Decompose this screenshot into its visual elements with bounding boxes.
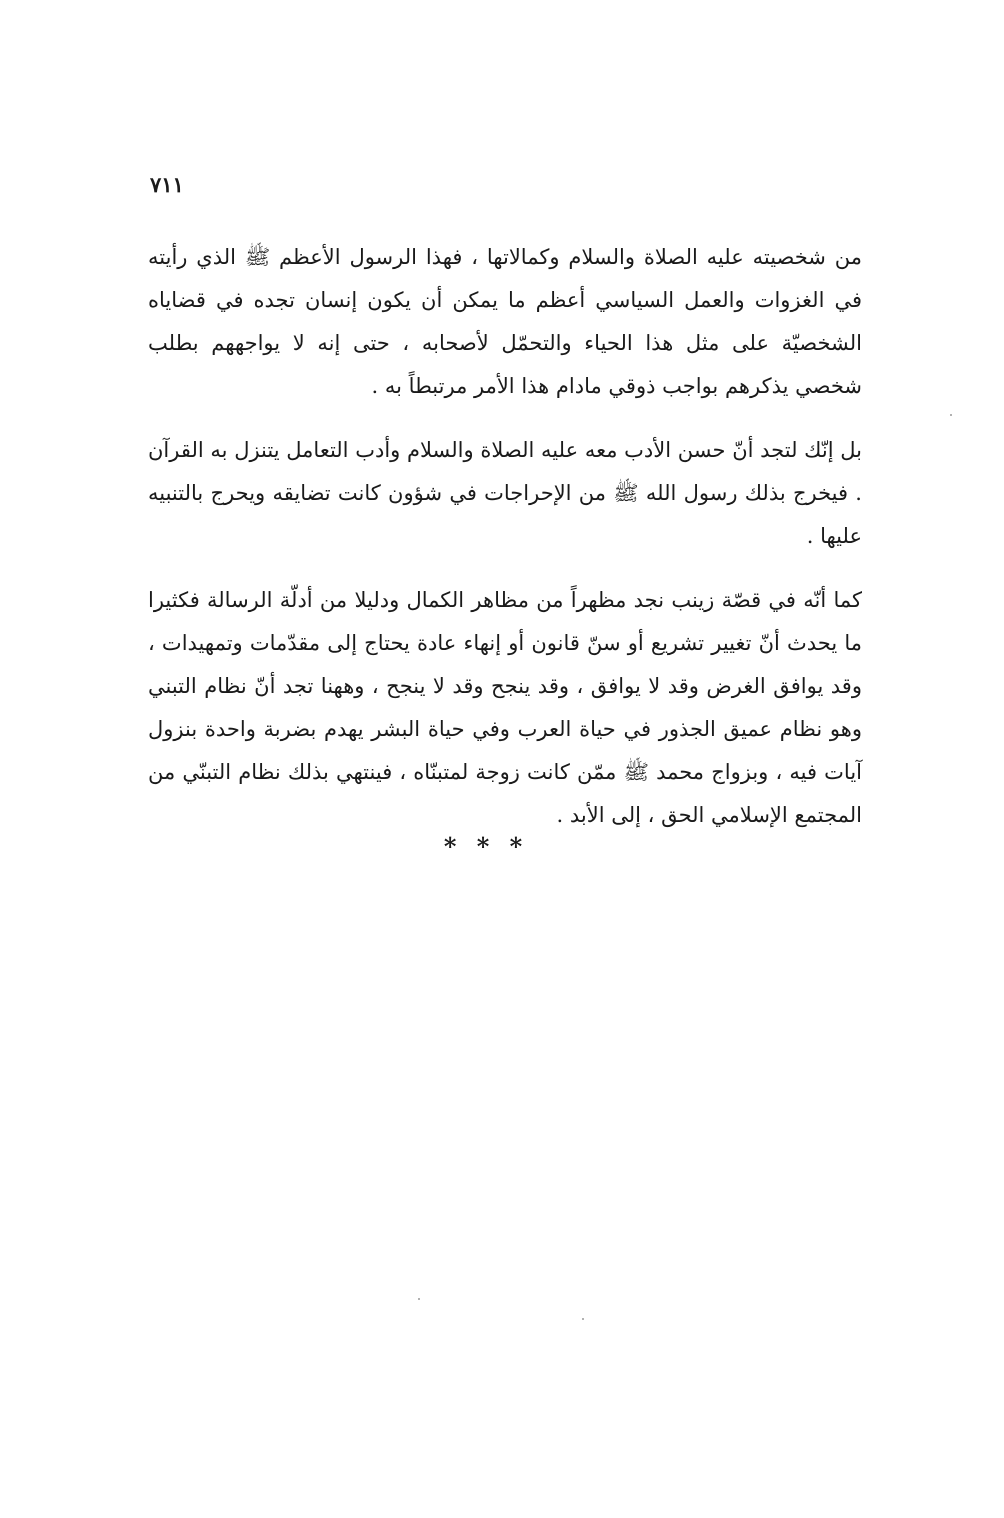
- section-separator: * * *: [443, 832, 529, 861]
- page-number: ٧١١: [150, 172, 184, 197]
- scan-speck: [950, 414, 952, 416]
- scan-speck: [418, 1298, 420, 1300]
- body-text: [148, 236, 862, 858]
- scan-speck: [582, 1318, 584, 1320]
- paragraph-2: بل إنّك لتجد أنّ حسن الأدب معه عليه الصلاة والسلام وأدب التعامل يتنزل به القرآن . فيخرج بذلك رسول الله ﷺ من الإحراجات في شؤون كانت تضايقه ويحرج بالتنبيه عليها .: [148, 438, 862, 548]
- paragraph-1: من شخصيته عليه الصلاة والسلام وكمالاتها ، فهذا الرسول الأعظم ﷺ الذي رأيته في الغزوات والعمل السياسي أعظم ما يمكن أن يكون إنسان تجده في قضاياه الشخصيّة على مثل هذا الحياء والتحمّل لأصحابه ، حتى إنه لا يواجههم بطلب شخصي يذكرهم بواجب ذوقي مادام هذا الأمر مرتبطاً به .: [148, 245, 862, 398]
- paragraph-3: كما أنّه في قصّة زينب نجد مظهراً من مظاهر الكمال ودليلا من أدلّة الرسالة فكثيرا ما يحدث أنّ تغيير تشريع أو سنّ قانون أو إنهاء عادة يحتاج إلى مقدّمات وتمهيدات ، وقد يوافق الغرض وقد لا يوافق ، وقد ينجح وقد لا ينجح ، وههنا تجد أنّ نظام التبني وهو نظام عميق الجذور في حياة العرب وفي حياة البشر يهدم بضربة واحدة بنزول آيات فيه ، وبزواج محمد ﷺ ممّن كانت زوجة لمتبنّاه ، فينتهي بذلك نظام التبنّي من المجتمع الإسلامي الحق ، إلى الأبد .: [148, 588, 862, 827]
